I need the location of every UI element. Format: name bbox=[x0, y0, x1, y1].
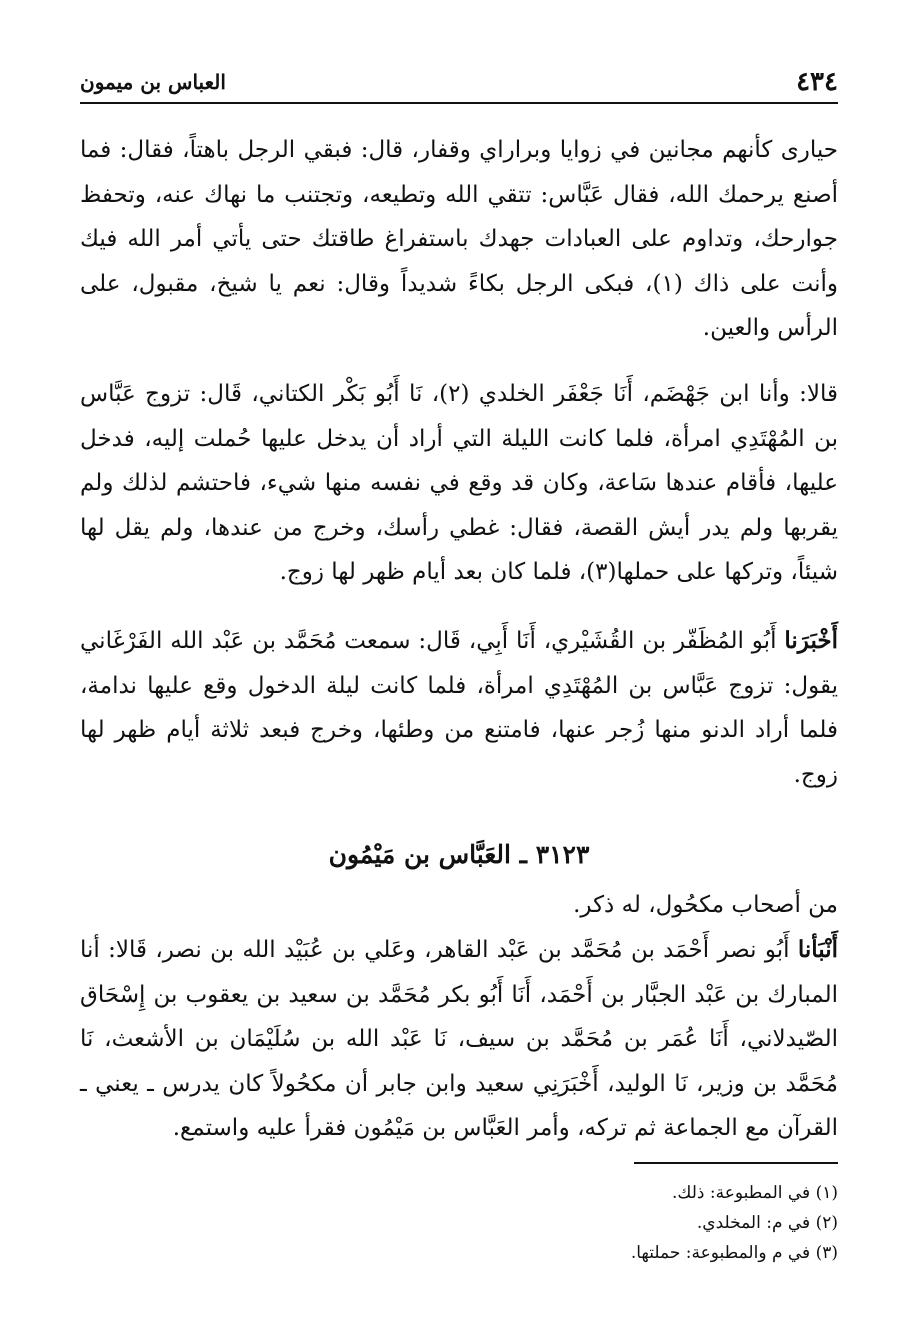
paragraph-4: من أصحاب مكحُول، له ذكر. bbox=[573, 892, 838, 919]
paragraph-5 bbox=[80, 928, 838, 1151]
running-title: العباس بن ميمون bbox=[80, 70, 226, 94]
paragraph-5-text: أَبُو نصر أَحْمَد بن مُحَمَّد بن عَبْد القاهر، وعَلي بن عُبَيْد الله بن نصر، قَالا: أنا المبارك بن عَبْد الجبَّار بن أَحْمَد، أَنَا أَبُو بكر مُحَمَّد بن سعيد بن يعقوب بن إِسْحَاق الصّيدلاني، أَنَا عُمَر بن مُحَمَّد بن سيف، نَا عَبْد الله بن سُلَيْمَان بن الأشعث، نَا مُحَمَّد بن وزير، نَا الوليد، أَخْبَرَنِي سعيد وابن جابر أن مكحُولاً كان يدرس ـ يعني ـ القرآن مع الجماعة ثم تركه، وأمر العَبَّاس بن مَيْمُون فقرأ عليه واستمع. bbox=[80, 936, 838, 1142]
footnote: (٢) في م: المخلدي. bbox=[696, 1213, 838, 1233]
entry-title: ٣١٢٣ ـ العَبَّاس بن مَيْمُون bbox=[328, 840, 590, 870]
paragraph-1: حيارى كأنهم مجانين في زوايا وبراراي وقفار، قال: فبقي الرجل باهتاً، فقال: فما أصنع يرحمك الله، فقال عَبَّاس: تتقي الله وتطيعه، وتجتنب ما نهاك عنه، وتحفظ جوارحك، وتداوم على العبادات جهدك باستفراغ طاقتك حتى يأتي أمر الله فيك وأنت على ذاك (١)، فبكى الرجل بكاءً شديداً وقال: نعم يا شيخ، مقبول، على الرأس والعين. bbox=[80, 137, 838, 342]
footnote: (١) في المطبوعة: ذلك. bbox=[672, 1183, 838, 1203]
narration-keyword: أَنْبَأنا bbox=[797, 935, 838, 963]
footnote: (٣) في م والمطبوعة: حملتها. bbox=[630, 1243, 838, 1263]
paragraph-2: قالا: وأنا ابن جَهْضَم، أَنَا جَعْفَر الخلدي (٢)، نَا أَبُو بَكْر الكتاني، قَال: تزوج عَبَّاس بن المُهْتَدِي امرأة، فلما كانت الليلة التي أراد أن يدخل عليها حُملت إليه، فدخل عليها، فأقام عندها سَاعة، وكان قد وقع في نفسه منها شيء، فاحتشم لذلك ولم يقربها ولم يدر أيش القصة، فقال: غطي رأسك، وخرج من عندها، ولم يقل لها شيئاً، وتركها على حملها(٣)، فلما كان بعد أيام ظهر لها زوج. bbox=[80, 380, 839, 586]
paragraph-3-text: أَبُو المُظَفّر بن القُشَيْري، أَنَا أَبِي، قَال: سمعت مُحَمَّد بن عَبْد الله الفَرْغَاني يقول: تزوج عَبَّاس بن المُهْتَدِي امرأة، فلما كانت ليلة الدخول وقع عليها ندامة، فلما أراد الدنو منها زُجر عنها، فامتنع من وطئها، وخرج فبعد ثلاثة أيام ظهر لها زوج. bbox=[80, 627, 838, 788]
page-header bbox=[80, 62, 838, 104]
paragraph-3 bbox=[80, 619, 838, 797]
page-number: ٤٣٤ bbox=[796, 67, 838, 97]
footnotes bbox=[80, 1178, 838, 1268]
narration-keyword: أَخْبَرَنا bbox=[784, 626, 838, 654]
footnote-divider bbox=[634, 1162, 838, 1164]
page-body bbox=[80, 128, 838, 1151]
